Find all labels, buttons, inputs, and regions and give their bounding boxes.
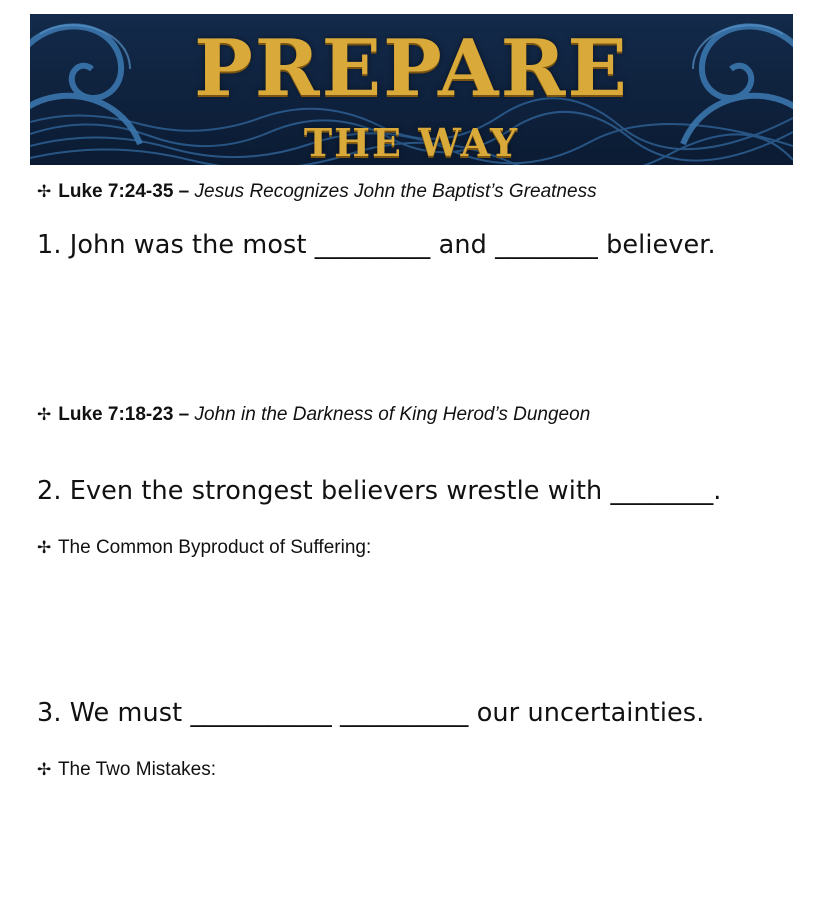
note-2: [37, 758, 216, 782]
cross-icon: ✢: [37, 405, 52, 425]
reference-topic: John in the Darkness of King Herod’s Dungeon: [194, 404, 591, 425]
point-1: 1. John was the most _________ and ________ believer.: [37, 230, 716, 260]
reference-label: Luke 7:24-35 –: [58, 181, 190, 202]
header-banner: [30, 14, 793, 165]
scripture-reference-1: [37, 180, 597, 204]
cross-icon: ✢: [37, 538, 52, 558]
reference-topic: Jesus Recognizes John the Baptist’s Greatness: [194, 181, 597, 202]
banner-title: PREPARE: [194, 23, 629, 114]
reference-label: Luke 7:18-23 –: [58, 404, 190, 425]
scripture-reference-2: [37, 403, 590, 427]
banner-subtitle: THE WAY: [303, 120, 520, 165]
point-2: 2. Even the strongest believers wrestle with ________.: [37, 476, 722, 506]
note-text: The Common Byproduct of Suffering:: [57, 537, 372, 558]
note-text: The Two Mistakes:: [57, 759, 216, 780]
cross-icon: ✢: [37, 760, 52, 780]
note-1: [37, 536, 371, 560]
point-3: 3. We must ___________ __________ our uncertainties.: [37, 698, 705, 728]
cross-icon: ✢: [37, 182, 52, 202]
